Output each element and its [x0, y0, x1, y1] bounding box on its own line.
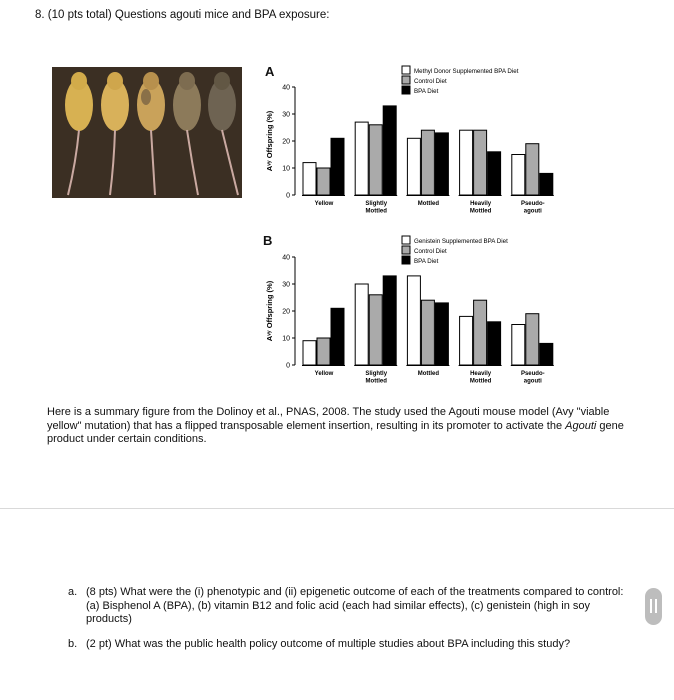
- bar-bpa-diet-1: [383, 106, 396, 195]
- bar-methyl-donor-supplemented-bpa-diet-1: [355, 122, 368, 195]
- bar-genistein-supplemented-bpa-diet-2: [407, 276, 420, 365]
- x-tick-label: agouti: [523, 208, 542, 215]
- bar-control-diet-1: [369, 295, 382, 365]
- legend-swatch: [402, 236, 410, 244]
- panel-label-b: B: [263, 233, 273, 248]
- bar-methyl-donor-supplemented-bpa-diet-4: [512, 155, 525, 196]
- x-tick-label: Pseudo-: [520, 371, 545, 377]
- bar-control-diet-3: [474, 130, 487, 195]
- x-tick-label: Slightly: [365, 201, 388, 207]
- x-tick-label: Mottled: [469, 378, 492, 385]
- x-tick-label: agouti: [523, 378, 542, 385]
- x-tick-label: Heavily: [470, 371, 492, 377]
- x-tick-label: Yellow: [314, 201, 334, 207]
- legend-swatch: [402, 66, 410, 74]
- y-axis-label: Aᵛʸ Offspring (%): [265, 110, 274, 172]
- agouti-mice-photo: [52, 67, 242, 198]
- x-tick-label: Mottled: [365, 378, 387, 385]
- bar-methyl-donor-supplemented-bpa-diet-0: [303, 163, 316, 195]
- legend-swatch: [402, 256, 410, 264]
- section-divider: [0, 508, 674, 509]
- question-title: 8. (10 pts total) Questions agouti mice and BPA exposure:: [35, 9, 330, 21]
- bar-genistein-supplemented-bpa-diet-0: [303, 341, 316, 365]
- figure-summary: [47, 406, 637, 447]
- subquestion-a-text: (8 pts) What were the (i) phenotypic and (ii) epigenetic outcome of each of the treatments compared to control: (a) Bisphenol A (BPA), (b) vitamin B12 and folic acid (each had similar effects), (c) genistein (high in soy products): [86, 586, 624, 625]
- bar-chart-a: [252, 62, 574, 222]
- x-tick-label: Pseudo-: [520, 201, 545, 207]
- legend-label: Control Diet: [414, 248, 447, 255]
- y-tick-label: 30: [282, 281, 290, 289]
- summary-text-start: Here is a summary figure from the Dolinoy et al., PNAS, 2008. The study used the Agouti mouse model (Avy "viable yellow" mutation) that has a flipped transposable element insertion, resulting in its promoter to activate the: [47, 406, 610, 432]
- bar-control-diet-4: [526, 314, 539, 365]
- bar-control-diet-4: [526, 144, 539, 195]
- bar-bpa-diet-1: [383, 276, 396, 365]
- bar-control-diet-3: [474, 300, 487, 365]
- bar-control-diet-2: [421, 130, 434, 195]
- bar-chart-b: [252, 232, 574, 392]
- legend-swatch: [402, 246, 410, 254]
- mice-illustration: [52, 67, 242, 198]
- subquestion-a: [68, 586, 628, 627]
- y-tick-label: 0: [286, 192, 290, 200]
- x-tick-label: Mottled: [469, 208, 492, 215]
- summary-gene-name: Agouti: [565, 419, 597, 432]
- legend-label: Genistein Supplemented BPA Diet: [414, 238, 508, 245]
- y-tick-label: 20: [282, 138, 290, 146]
- bar-bpa-diet-2: [435, 133, 448, 195]
- handle-grip-left: [650, 599, 652, 613]
- y-axis-label: Aᵛʸ Offspring (%): [265, 280, 274, 342]
- bar-bpa-diet-3: [488, 322, 501, 365]
- bar-bpa-diet-4: [540, 173, 553, 195]
- subquestion-list: [68, 586, 628, 662]
- x-tick-label: Slightly: [365, 371, 388, 377]
- legend-swatch: [402, 86, 410, 94]
- y-tick-label: 10: [282, 165, 290, 173]
- x-tick-label: Mottled: [365, 208, 387, 215]
- y-tick-label: 30: [282, 111, 290, 119]
- y-tick-label: 40: [282, 84, 290, 92]
- y-tick-label: 40: [282, 254, 290, 262]
- bar-genistein-supplemented-bpa-diet-3: [460, 316, 473, 365]
- bar-control-diet-0: [317, 168, 330, 195]
- bar-control-diet-0: [317, 338, 330, 365]
- legend-label: BPA Diet: [414, 88, 439, 95]
- bar-genistein-supplemented-bpa-diet-1: [355, 284, 368, 365]
- panel-label-a: A: [265, 64, 275, 79]
- bar-bpa-diet-0: [331, 308, 344, 365]
- bar-control-diet-1: [369, 125, 382, 195]
- legend-label: Control Diet: [414, 78, 447, 85]
- bar-genistein-supplemented-bpa-diet-4: [512, 325, 525, 366]
- x-tick-label: Yellow: [314, 371, 334, 377]
- subquestion-a-label: a.: [68, 586, 78, 598]
- handle-grip-right: [655, 599, 657, 613]
- x-tick-label: Mottled: [417, 201, 440, 207]
- y-tick-label: 0: [286, 362, 290, 370]
- legend-swatch: [402, 76, 410, 84]
- y-tick-label: 20: [282, 308, 290, 316]
- bar-bpa-diet-0: [331, 138, 344, 195]
- subquestion-b: [68, 638, 628, 652]
- bar-bpa-diet-4: [540, 343, 553, 365]
- x-tick-label: Mottled: [417, 371, 440, 377]
- legend-label: BPA Diet: [414, 258, 439, 265]
- x-tick-label: Heavily: [470, 201, 492, 207]
- bar-methyl-donor-supplemented-bpa-diet-2: [407, 138, 420, 195]
- bar-control-diet-2: [421, 300, 434, 365]
- legend-label: Methyl Donor Supplemented BPA Diet: [414, 68, 519, 75]
- summary-text-end: gene product under certain conditions.: [47, 419, 624, 445]
- y-tick-label: 10: [282, 335, 290, 343]
- subquestion-b-text: (2 pt) What was the public health policy outcome of multiple studies about BPA including this study?: [86, 637, 571, 650]
- bar-bpa-diet-2: [435, 303, 448, 365]
- bar-methyl-donor-supplemented-bpa-diet-3: [460, 130, 473, 195]
- subquestion-b-label: b.: [68, 637, 78, 650]
- bar-bpa-diet-3: [488, 152, 501, 195]
- scroll-handle[interactable]: [645, 588, 662, 625]
